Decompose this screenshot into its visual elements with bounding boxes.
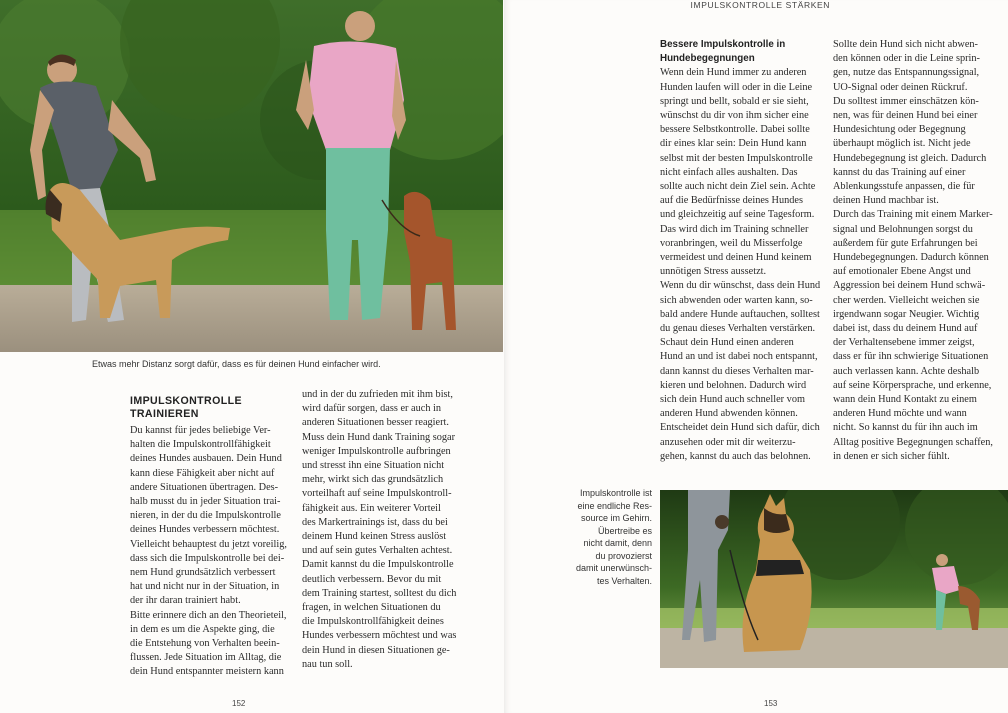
- section-subheading: Bessere Impulskontrolle in Hundebegegnungen: [660, 39, 786, 65]
- photo-two-men-walking-dogs: [0, 0, 503, 352]
- page-number: 153: [764, 699, 778, 708]
- photo-dog-sitting-by-owner: [660, 490, 1008, 668]
- photo-caption: Etwas mehr Distanz sorgt dafür, dass es für deinen Hund einfacher wird.: [92, 359, 381, 369]
- text-column-4: Sollte dein Hund sich nicht abwen- den können oder in die Leine sprin- gen, nutze das Entspannungssignal, UO-Signal oder deinen Rückruf. Du solltest immer einschätzen kön- nen, was für deinen Hund bei einer Hundesichtung oder Begegnung überhaupt möglich ist. Nicht jede Hundebegegnung ist gleich. Dadurch kannst du das Training auf einer Ablenkungsstufe anpassen, die für deinen Hund machbar ist. Durch das Training mit einem Marker- signal und Belohnungen sorgst du außerdem für gute Erfahrungen bei Hundebegegnungen. Dadurch können auf emotionaler Ebene Angst und Aggression bei deinem Hund schwä- cher werden. Vielleicht weichen sie irgendwann sogar Neugier. Wichtig dabei ist, dass du deinem Hund auf der Verhaltensebene immer zeigst, dass er für ihn schwierige Situationen auch verlassen kann. Achte deshalb auf seine Körpersprache, und erkenne, wann dein Hund Kontakt zu einem anderen Hund möchte und wann nicht. So kannst du für ihn auch im Alltag positive Begegnungen schaffen, in denen er sich sicher fühlt.: [833, 39, 993, 462]
- right-page: [504, 0, 1008, 713]
- running-head: IMPULSKONTROLLE STÄRKEN: [690, 0, 830, 10]
- text-column-2: und in der du zufrieden mit ihm bist, wird dafür sorgen, dass er auch in anderen Situationen besser reagiert. Muss dein Hund dank Training sogar weniger Impulskontrolle aufbringen und stresst ihn eine Situation nicht mehr, wirkt sich das grundsätzlich vorteilhaft auf seine Impulskontroll- fähigkeit aus. Ein weiterer Vorteil des Markertrainings ist, dass du bei deinem Hund keinen Stress auslöst und auf sein gutes Verhalten achtest. Damit kannst du die Impulskontrolle deutlich verbessern. Bevor du mit dem Training startest, solltest du dich fragen, in welchen Situationen du die Impulskontrollfähigkeit deines Hundes verbessern möchtest und was dein Hund in diesen Situationen ge- nau tun soll.: [302, 389, 457, 670]
- page-number: 152: [232, 699, 246, 708]
- side-caption: Impulskontrolle ist eine endliche Res- source im Gehirn. Übertreibe es nicht damit, denn du provozierst damit unerwünsch- tes Verhalten.: [575, 488, 652, 586]
- text-column-3: Bessere Impulskontrolle in Hundebegegnungen Wenn dein Hund immer zu anderen Hunden laufen will oder in die Leine springt und bellt, sobald er sie sieht, wünschst du dir von ihm sicher eine bessere Selbstkontrolle. Dabei sollte dir eines klar sein: Dein Hund kann selbst mit der besten Impulskontrolle nicht einfach alles aushalten. Das sollte auch nicht dein Ziel sein. Achte auf die Bedürfnisse deines Hundes und gleichzeitig auf seine Tagesform. Das wird dich im Training schneller voranbringen, weil du Misserfolge vermeidest und deinen Hund keinem unnötigen Stress aussetzt. Wenn du dir wünschst, dass dein Hund sich abwenden oder warten kann, so- bald andere Hunde auftauchen, solltest du genau dieses Verhalten verstärken. Schaut dein Hund einen anderen Hund an und ist dabei noch entspannt, dann kannst du dieses Verhalten mar- kieren und belohnen. Dadurch wird sich dein Hund auch schneller vom anderen Hund abwenden können. Entscheidet dein Hund sich dafür, dich anzusehen oder mit dir weiterzu- gehen, kannst du auch das belohnen.: [660, 38, 826, 464]
- text-column-1: IMPULSKONTROLLE TRAINIEREN Du kannst für jedes beliebige Ver- halten die Impulskontrollfähigkeit deines Hundes ausbauen. Dein Hund kann diese Fähigkeit aber nicht auf andere Situationen übertragen. Des- halb musst du in jeder Situation trai- nieren, in der du die Impulskontrolle deines Hundes verbessern möchtest. Vielleicht behauptest du jetzt voreilig, dass sich die Impulskontrolle bei dei- nem Hund grundsätzlich verbessert hat und nicht nur in der Situation, in der ihr daran trainiert habt. Bitte erinnere dich an den Theorieteil, in dem es um die Aspekte ging, die die Entstehung von Verhalten beein- flussen. Jede Situation im Alltag, die dein Hund entspannter meistern kann: [130, 395, 292, 680]
- section-heading: IMPULSKONTROLLE TRAINIEREN: [130, 395, 242, 420]
